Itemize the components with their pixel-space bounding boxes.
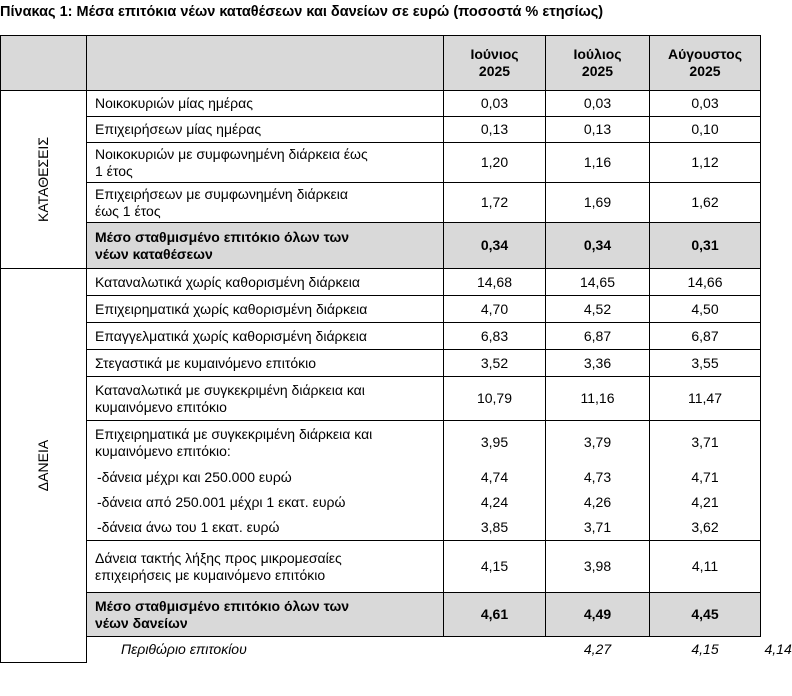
value-cell: 4,73 [546, 465, 650, 490]
table-row [1, 323, 761, 350]
row-label: Επαγγελματικά χωρίς καθορισμένη διάρκεια [87, 323, 444, 350]
value-cell: 0,34 [444, 223, 546, 269]
value-cell: 3,62 [650, 515, 761, 541]
row-label: Δάνεια τακτής λήξης προς μικρομεσαίες επιχειρήσεις με κυμαινόμενο επιτόκιο [87, 541, 444, 593]
row-label: -δάνεια μέχρι και 250.000 ευρώ [87, 465, 444, 490]
value-cell: 1,20 [444, 143, 546, 183]
table-row [1, 183, 761, 223]
row-label: Επιχειρηματικά με συγκεκριμένη διάρκεια και κυμαινόμενο επιτόκιο: [87, 421, 444, 465]
value-cell: 4,49 [546, 593, 650, 637]
column-header-august: Αύγουστος 2025 [650, 36, 761, 91]
header-blank-cell [87, 36, 444, 91]
value-cell: 3,79 [546, 421, 650, 465]
row-label: Μέσο σταθμισμένο επιτόκιο όλων των νέων καταθέσεων [87, 223, 444, 269]
value-cell: 6,87 [650, 323, 761, 350]
value-cell: 1,72 [444, 183, 546, 223]
value-cell: 14,68 [444, 269, 546, 296]
row-label: Νοικοκυριών με συμφωνημένη διάρκεια έως 1 έτος [87, 143, 444, 183]
value-cell: 4,15 [650, 637, 761, 663]
table-row [1, 296, 761, 323]
value-cell: 0,03 [444, 91, 546, 117]
value-cell: 11,47 [650, 377, 761, 421]
value-cell: 1,16 [546, 143, 650, 183]
table-row [1, 377, 761, 421]
row-label: Μέσο σταθμισμένο επιτόκιο όλων των νέων δανείων [87, 593, 444, 637]
value-cell: 3,55 [650, 350, 761, 377]
table-row [1, 117, 761, 143]
value-cell: 1,69 [546, 183, 650, 223]
row-label: -δάνεια από 250.001 μέχρι 1 εκατ. ευρώ [87, 490, 444, 515]
value-cell: 4,27 [546, 637, 650, 663]
value-cell: 4,70 [444, 296, 546, 323]
value-cell: 0,10 [650, 117, 761, 143]
value-cell: 4,11 [650, 541, 761, 593]
table-row [1, 91, 761, 117]
value-cell: 3,71 [546, 515, 650, 541]
value-cell: 11,16 [546, 377, 650, 421]
row-label: Επιχειρήσεων μίας ημέρας [87, 117, 444, 143]
value-cell: 4,24 [444, 490, 546, 515]
value-cell: 14,66 [650, 269, 761, 296]
header-blank-cell [1, 36, 87, 91]
row-label: Νοικοκυριών μίας ημέρας [87, 91, 444, 117]
table-row [1, 350, 761, 377]
value-cell: 4,74 [444, 465, 546, 490]
value-cell: 3,36 [546, 350, 650, 377]
value-cell: 6,83 [444, 323, 546, 350]
row-label: Καταναλωτικά με συγκεκριμένη διάρκεια και κυμαινόμενο επιτόκιο [87, 377, 444, 421]
value-cell: 0,13 [444, 117, 546, 143]
value-cell: 4,71 [650, 465, 761, 490]
value-cell: 4,21 [650, 490, 761, 515]
value-cell: 3,52 [444, 350, 546, 377]
section-label-deposits: ΚΑΤΑΘΕΣΕΙΣ [1, 91, 87, 269]
column-header-june: Ιούνιος 2025 [444, 36, 546, 91]
table-row [1, 515, 761, 541]
value-cell: 3,85 [444, 515, 546, 541]
value-cell: 3,71 [650, 421, 761, 465]
value-cell: 4,15 [444, 541, 546, 593]
table-row [1, 490, 761, 515]
table-title: Πίνακας 1: Μέσα επιτόκια νέων καταθέσεων και δανείων σε ευρώ (ποσοστά % ετησίως) [0, 4, 604, 20]
value-cell: 0,34 [546, 223, 650, 269]
section-label-loans: ΔΑΝΕΙΑ [1, 269, 87, 663]
row-label: Καταναλωτικά χωρίς καθορισμένη διάρκεια [87, 269, 444, 296]
interest-rates-table [0, 35, 792, 663]
value-cell: 3,98 [546, 541, 650, 593]
value-cell: 0,31 [650, 223, 761, 269]
table-row [1, 541, 761, 593]
value-cell: 4,50 [650, 296, 761, 323]
value-cell: 4,26 [546, 490, 650, 515]
row-label: -δάνεια άνω του 1 εκατ. ευρώ [87, 515, 444, 541]
value-cell: 4,61 [444, 593, 546, 637]
value-cell: 4,45 [650, 593, 761, 637]
value-cell: 0,13 [546, 117, 650, 143]
row-label: Στεγαστικά με κυμαινόμενο επιτόκιο [87, 350, 444, 377]
value-cell: 0,03 [650, 91, 761, 117]
value-cell: 10,79 [444, 377, 546, 421]
table-row [1, 269, 761, 296]
row-label: Περιθώριο επιτοκίου [87, 637, 546, 663]
value-cell: 0,03 [546, 91, 650, 117]
deposits-average-row [1, 223, 761, 269]
row-label: Επιχειρήσεων με συμφωνημένη διάρκεια έως 1 έτος [87, 183, 444, 223]
value-cell: 1,62 [650, 183, 761, 223]
value-cell: 14,65 [546, 269, 650, 296]
value-cell: 4,52 [546, 296, 650, 323]
column-header-july: Ιούλιος 2025 [546, 36, 650, 91]
row-label: Επιχειρηματικά χωρίς καθορισμένη διάρκεια [87, 296, 444, 323]
header-row [1, 36, 761, 91]
table-row [1, 143, 761, 183]
table-row [1, 421, 761, 465]
table-row [1, 465, 761, 490]
loans-average-row [1, 593, 761, 637]
value-cell: 3,95 [444, 421, 546, 465]
value-cell: 1,12 [650, 143, 761, 183]
interest-margin-row: Περιθώριο επιτοκίου 4,27 4,15 4,14 [1, 637, 761, 663]
value-cell: 6,87 [546, 323, 650, 350]
